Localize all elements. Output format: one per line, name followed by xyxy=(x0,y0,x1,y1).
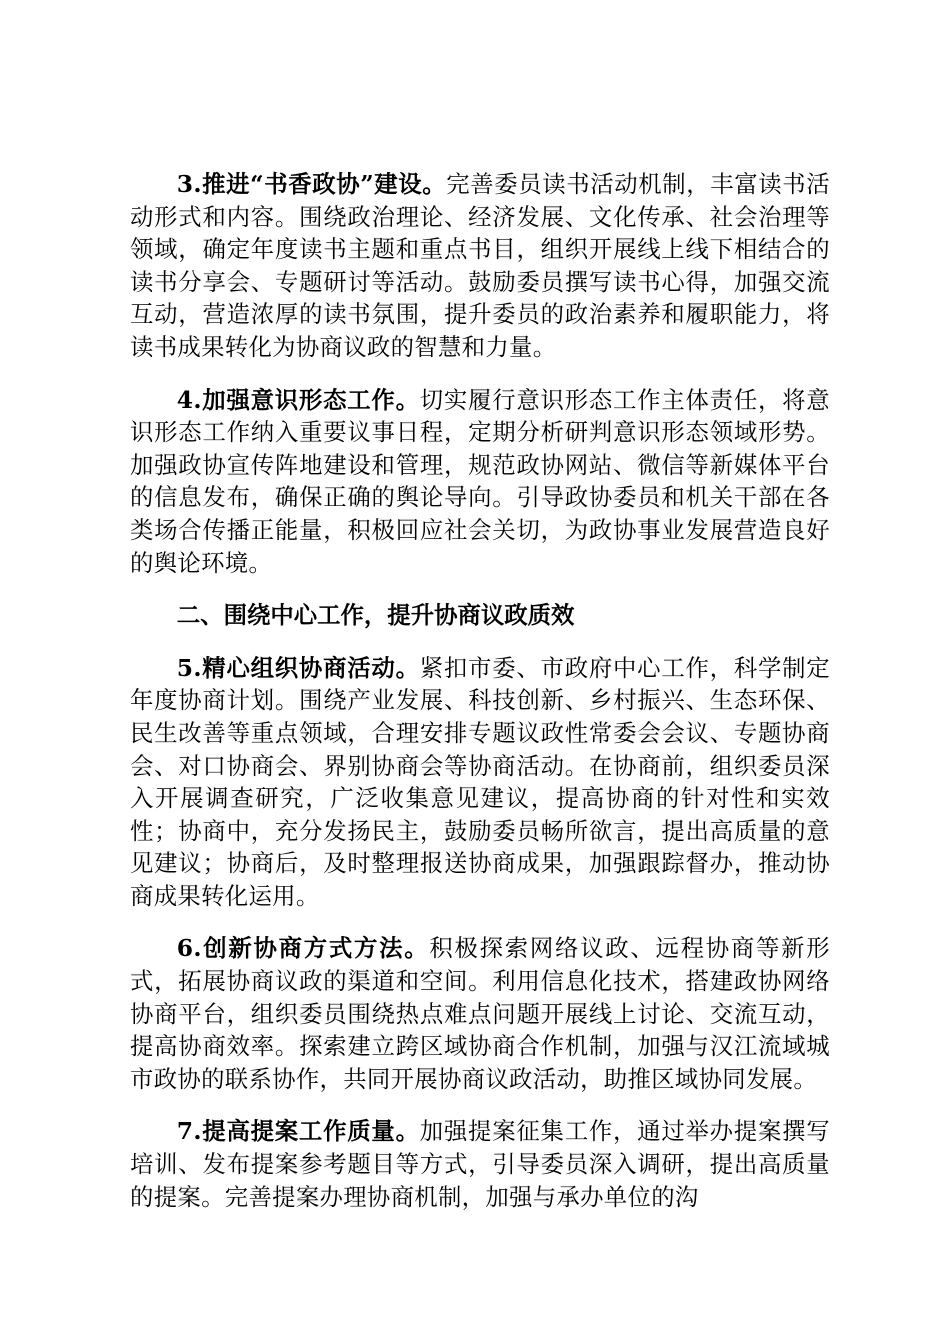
paragraph-6 xyxy=(130,932,830,1095)
paragraph-7-body: 加强提案征集工作，通过举办提案撰写培训、发布提案参考题目等方式，引导委员深入调研，提出高质量的提案。完善提案办理协商机制，加强与承办单位的沟 xyxy=(130,1117,830,1211)
paragraph-5-body: 紧扣市委、市政府中心工作，科学制定年度协商计划。围绕产业发展、科技创新、乡村振兴、生态环保、民生改善等重点领域，合理安排专题议政性常委会会议、专题协商会、对口协商会、界别协商会等协商活动。在协商前，组织委员深入开展调查研究，广泛收集意见建议，提高协商的针对性和实效性；协商中，充分发扬民主，鼓励委员畅所欲言，提出高质量的意见建议；协商后，及时整理报送协商成果，加强跟踪督办，推动协商成果转化运用。 xyxy=(130,653,830,910)
paragraph-4 xyxy=(130,384,830,580)
paragraph-4-lead: 4.加强意识形态工作。 xyxy=(176,385,420,414)
paragraph-3-lead: 3.推进“书香政协”建设。 xyxy=(176,170,447,198)
paragraph-5 xyxy=(130,652,830,913)
paragraph-3-body: 完善委员读书活动机制，丰富读书活动形式和内容。围绕政治理论、经济发展、文化传承、社会治理等领域，确定年度读书主题和重点书目，组织开展线上线下相结合的读书分享会、专题研讨等活动。鼓励委员撰写读书心得，加强交流互动，营造浓厚的读书氛围，提升委员的政治素养和履职能力，将读书成果转化为协商议政的智慧和力量。 xyxy=(130,170,830,361)
paragraph-7 xyxy=(130,1115,830,1213)
paragraph-6-body: 积极探索网络议政、远程协商等新形式，拓展协商议政的渠道和空间。利用信息化技术，搭建政协网络协商平台，组织委员围绕热点难点问题开展线上讨论、交流互动，提高协商效率。探索建立跨区域协商合作机制，加强与汉江流域城市政协的联系协作，共同开展协商议政活动，助推区域协同发展。 xyxy=(130,934,830,1093)
section-heading: 二、围绕中心工作，提升协商议政质效 xyxy=(176,601,575,630)
document-page xyxy=(130,168,830,1233)
paragraph-4-body: 切实履行意识形态工作主体责任，将意识形态工作纳入重要议事日程，定期分析研判意识形态领域形势。加强政协宣传阵地建设和管理，规范政协网站、微信等新媒体平台的信息发布，确保正确的舆论导向。引导政协委员和机关干部在各类场合传播正能量，积极回应社会关切，为政协事业发展营造良好的舆论环境。 xyxy=(130,385,830,577)
paragraph-3 xyxy=(130,168,830,364)
paragraph-7-lead: 7.提高提案工作质量。 xyxy=(176,1117,420,1146)
paragraph-5-lead: 5.精心组织协商活动。 xyxy=(176,653,420,682)
paragraph-6-lead: 6.创新协商方式方法。 xyxy=(176,934,430,963)
